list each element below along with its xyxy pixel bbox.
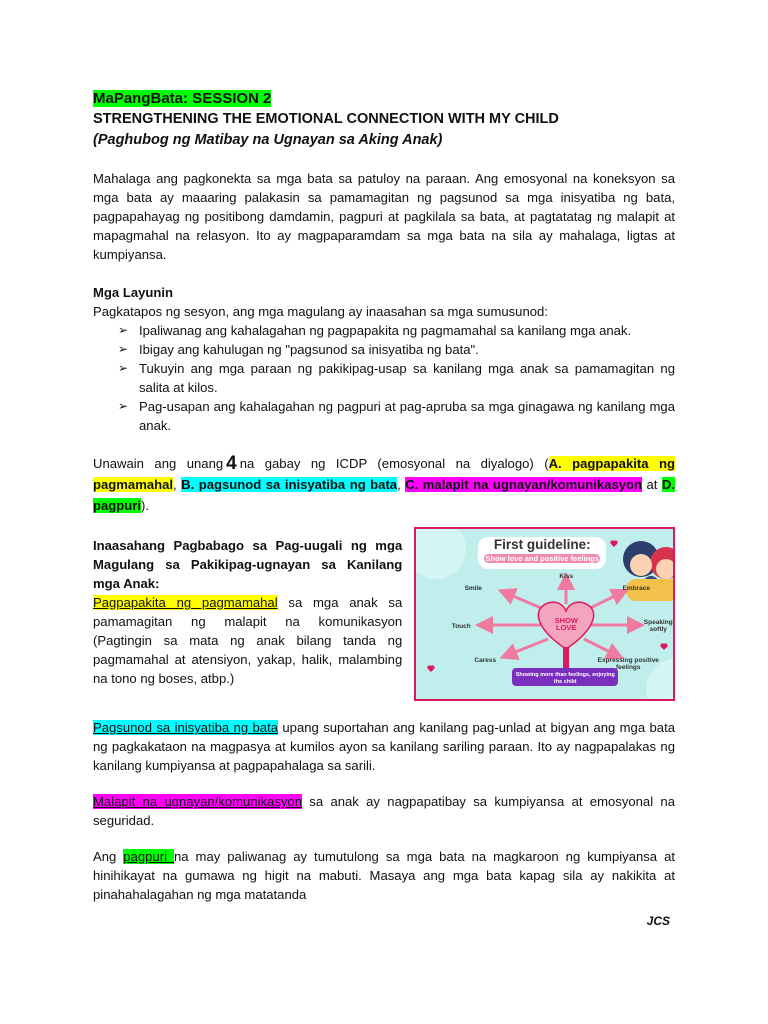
list-item: ➢ Pag-usapan ang kahalagahan ng pagpuri at pag-apruba sa mga ginagawa ng kanilang mga anak. [118, 399, 675, 433]
guide-paragraph: Unawain ang unang 4 na gabay ng ICDP (emosyonal na diyalogo) (A. pagpapakita ng pagmamahal, B. pagsunod sa inisyatiba ng bata, C. malapit na ugnayan/komunikasyon at D. pagpuri). [93, 453, 676, 513]
subtitle: (Paghubog ng Matibay na Ugnayan sa Aking Anak) [93, 132, 443, 148]
first-guideline-infographic [414, 527, 675, 701]
heart-label: SHOW LOVE [554, 616, 578, 632]
expected-section [93, 536, 675, 701]
guide-a: A. pagpapakita ng pagmamahal [93, 456, 675, 492]
guide-number: 4 [226, 453, 237, 474]
document-page [93, 88, 675, 904]
guide-c-letter: C. [405, 477, 419, 492]
paragraph-communication: Malapit na ugnayan/komunikasyon sa anak ay nagpapatibay sa kumpiyansa at emosyonal na seguridad. [93, 794, 675, 828]
label-expressing-positive-feelings: Expressing positive feelings [597, 657, 659, 671]
paragraph-praise: Ang pagpuri na may paliwanag ay tumutulong sa mga bata na magkaroon ng kumpiyansa at hinihikayat na gumawa ng higit na mabuti. Masaya ang mga bata kapag sila ay nakikita at pinahahalagahan ng mga matatanda [93, 849, 675, 902]
guide-c: malapit na ugnayan/komunikasyon [418, 477, 643, 492]
label-embrace: Embrace [622, 585, 650, 592]
communication-term: Malapit na ugnayan/komunikasyon [93, 794, 302, 809]
list-item: ➢ Tukuyin ang mga paraan ng pakikipag-usap sa kanilang mga anak sa pamamagitan ng salita at kilos. [118, 361, 675, 395]
label-touch: Touch [451, 623, 471, 630]
main-title: STRENGTHENING THE EMOTIONAL CONNECTION WITH MY CHILD [93, 111, 559, 127]
label-smile: Smile [464, 585, 482, 592]
objectives-lead: Pagkatapos ng sesyon, ang mga magulang ay inaasahan sa mga sumusunod: [93, 304, 548, 319]
paragraph-initiative: Pagsunod sa inisyatiba ng bata upang suportahan ang kanilang pag-unlad at bigyan ang mga bata ng pagkakataon na magpasya at kumilos ayon sa kanilang sariling paraan. Ito ay nagpapalakas ng kanilang kumpiyansa at pagpapahalaga sa sarili. [93, 720, 675, 773]
label-kiss: Kiss [559, 573, 574, 580]
objectives-list [93, 321, 675, 435]
author-initials: JCS [646, 914, 670, 928]
list-item: ➢ Ipaliwanag ang kahalagahan ng pagpapakita ng pagmamahal sa kanilang mga anak. [118, 323, 632, 338]
expected-heading: Inaasahang Pagbabago sa Pag-uugali ng mga Magulang sa Pakikipag-ugnayan sa Kanilang mga Anak: [93, 538, 403, 591]
guide-b: B. pagsunod sa inisyatiba ng bata [181, 477, 398, 492]
infographic-title: First guideline: Show love and positive feelings [478, 537, 606, 569]
guide-d: D. pagpuri [93, 477, 676, 513]
initiative-term: Pagsunod sa inisyatiba ng bata [93, 720, 278, 735]
label-caress: Caress [474, 657, 497, 664]
objectives-heading: Mga Layunin [93, 285, 174, 300]
arrow-bullet-icon: ➢ [118, 361, 129, 375]
expected-text [93, 536, 402, 701]
arrow-bullet-icon: ➢ [118, 342, 129, 356]
label-speaking-softly: Speaking softly [643, 619, 673, 633]
praise-term: pagpuri [123, 849, 174, 864]
infographic-footer: Showing more than feelings, enjoying the child [515, 672, 615, 685]
love-term: Pagpapakita ng pagmamahal [93, 595, 278, 610]
list-item: ➢ Ibigay ang kahulugan ng "pagsunod sa inisyatiba ng bata". [118, 342, 479, 357]
session-title: MaPangBata: SESSION 2 [93, 90, 272, 107]
expected-body: Pagpapakita ng pagmamahal sa mga anak sa pamamagitan ng malapit na komunikasyon (Pagtingin sa mata ng anak bilang tanda ng pagmamahal at atensiyon, yakap, halik, malambing na tono ng boses, atbp.) [93, 595, 403, 686]
arrow-bullet-icon: ➢ [118, 399, 129, 413]
arrow-bullet-icon: ➢ [118, 323, 129, 337]
intro-paragraph: Mahalaga ang pagkonekta sa mga bata sa patuloy na paraan. Ang emosyonal na koneksyon sa mga bata ay maaaring palakasin sa pamamagitan ng pagsunod sa mga inisyatiba ng bata, pagpapahayag ng positibong damdamin, pagpuri at pagkilala sa bata, at pagtatatag ng malapit at mapagmahal na relasyon. Ito ay magpaparamdam sa mga bata na sila ay mahalaga, ligtas at kumpiyansa. [93, 171, 675, 262]
